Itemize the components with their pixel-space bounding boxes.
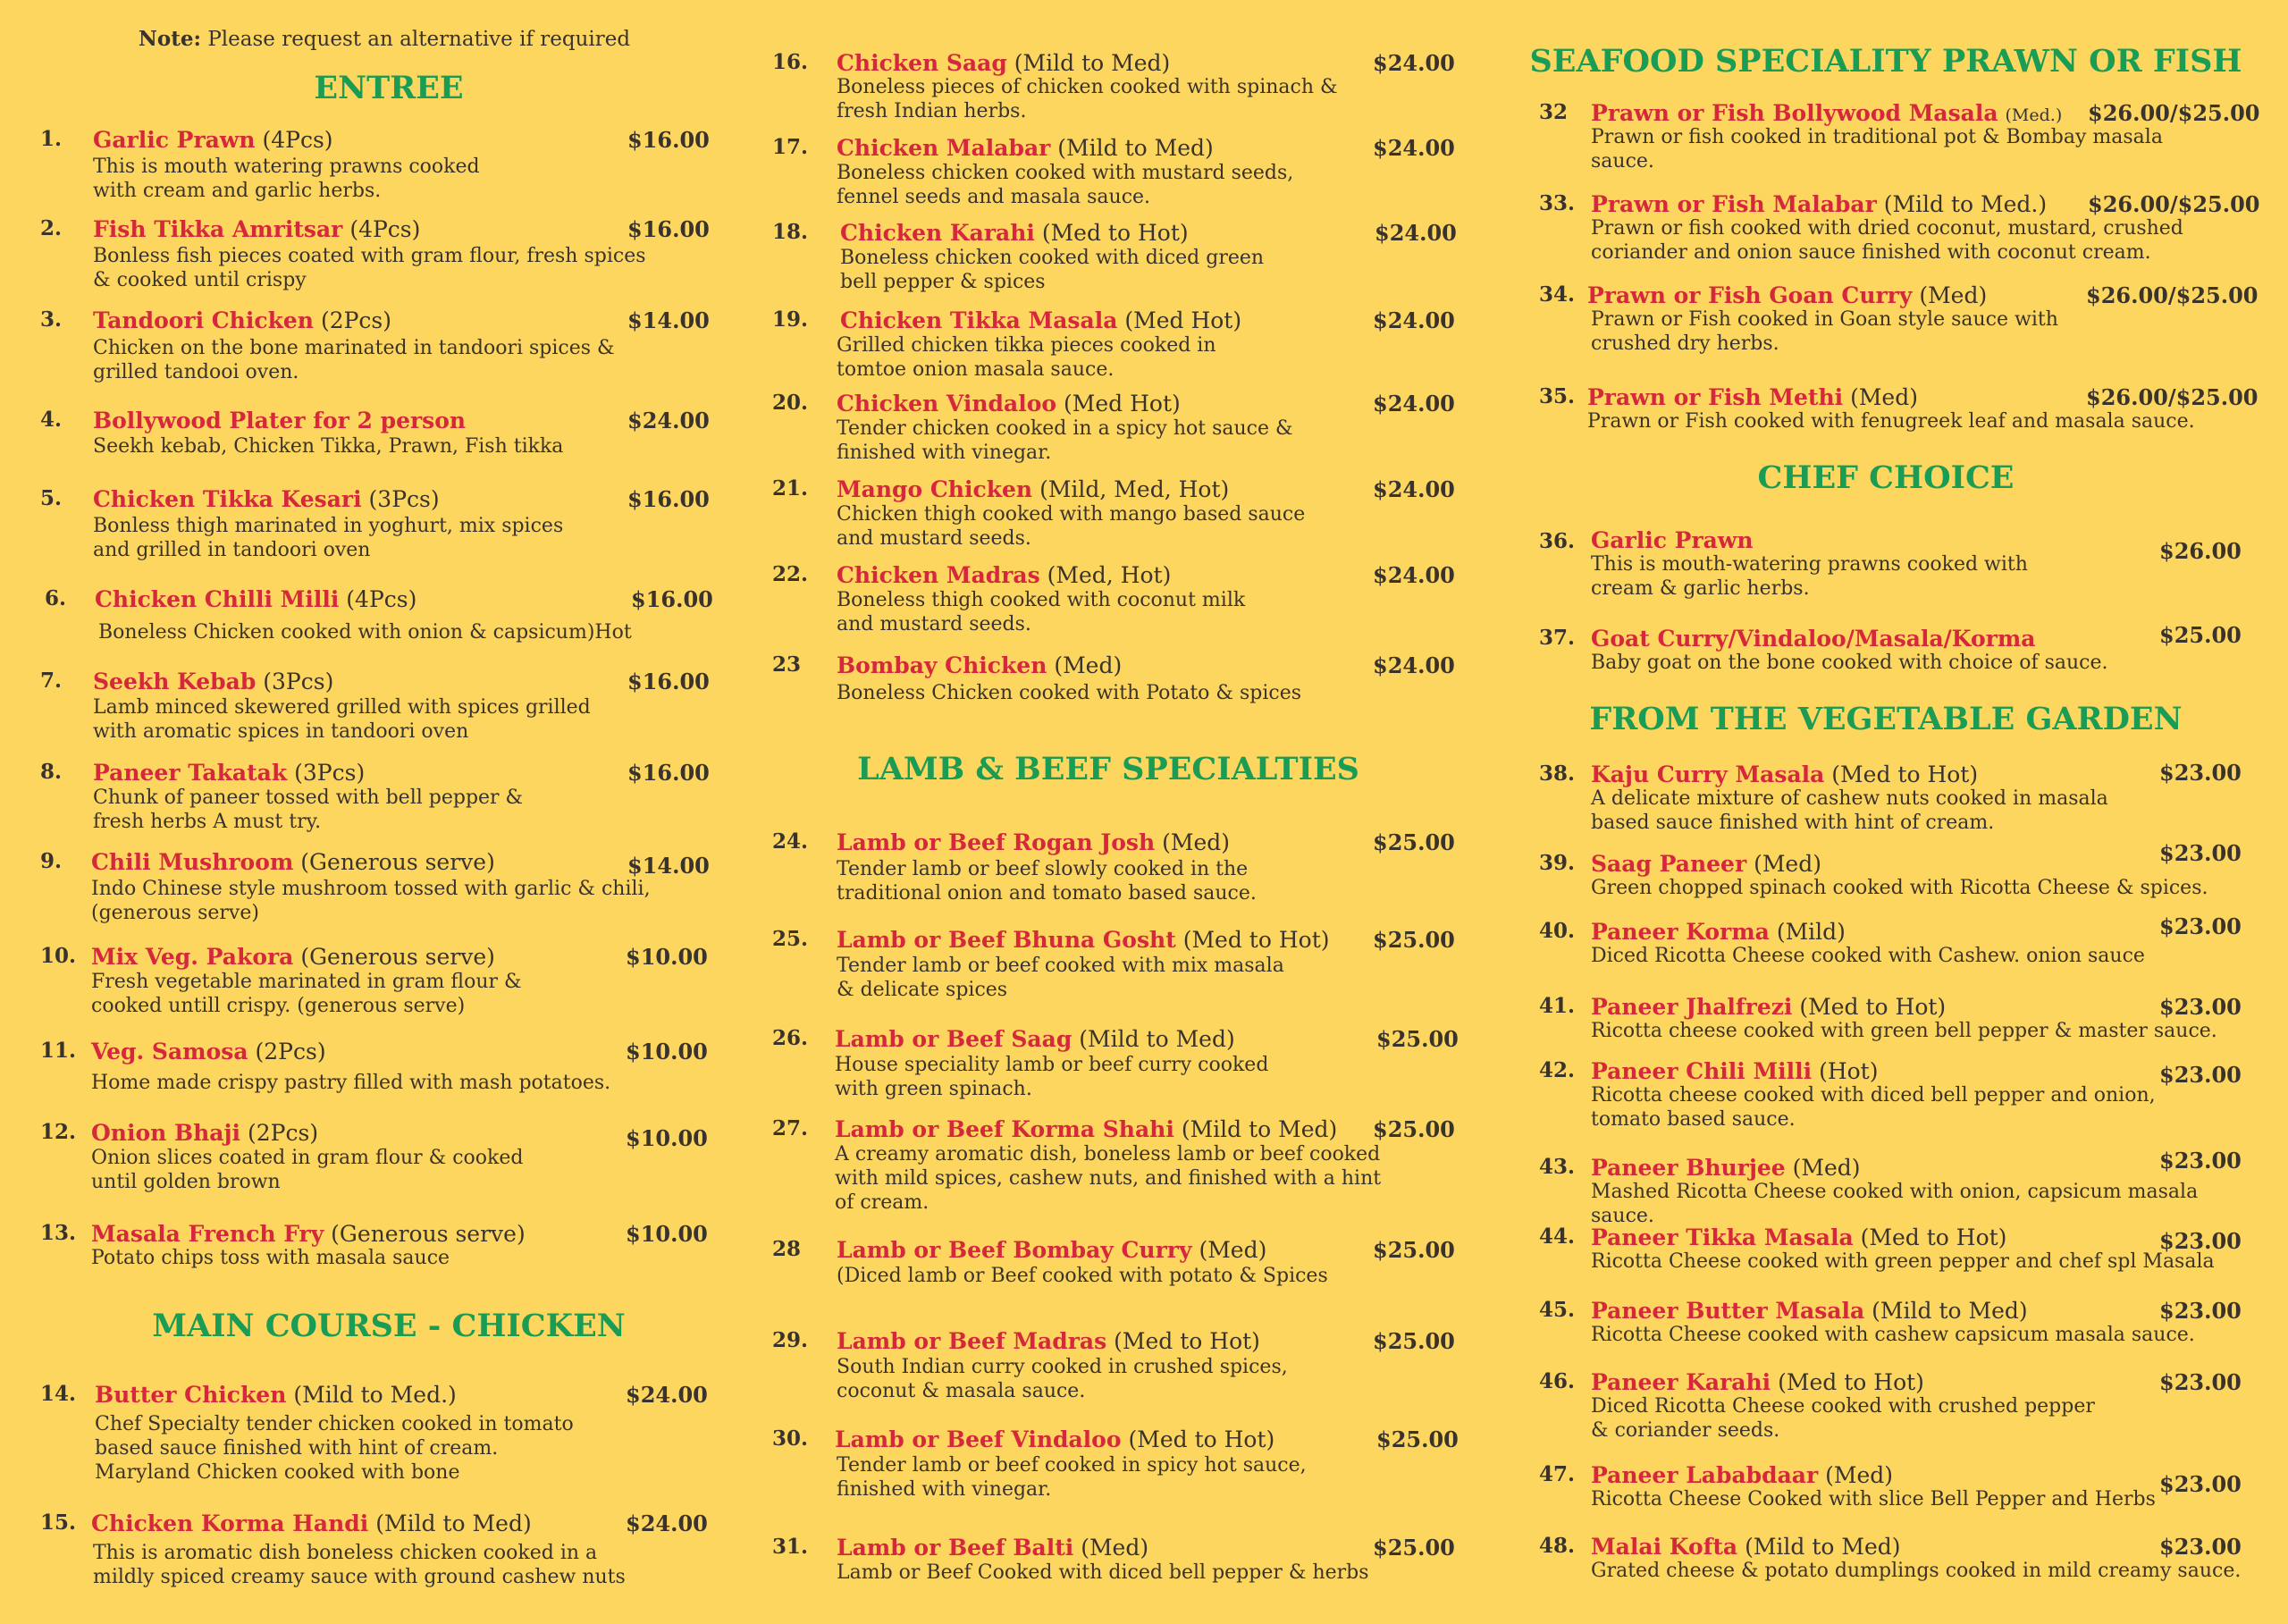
item-description: Boneless Chicken cooked with onion & capsicum)Hot	[98, 621, 632, 644]
item-name: Prawn or Fish Bollywood Masala	[1591, 100, 1998, 126]
item-price: $24.00	[1375, 220, 1457, 246]
item-number: 12.	[40, 1120, 77, 1144]
item-description: Tender lamb or beef slowly cooked in the traditional onion and tomato based sauce.	[837, 858, 1257, 905]
item-price: $16.00	[627, 486, 710, 512]
item-price: $23.00	[2159, 1228, 2242, 1254]
item-price: $16.00	[627, 669, 710, 694]
item-description: Lamb minced skewered grilled with spices grilled with aromatic spices in tandoori oven	[93, 696, 591, 743]
item-title	[1591, 100, 2062, 126]
item-qualifier: (4Pcs)	[346, 586, 417, 612]
item-price: $14.00	[627, 307, 710, 333]
item-price: $26.00/$25.00	[2088, 191, 2260, 217]
item-price: $10.00	[626, 1039, 708, 1064]
item-price: $24.00	[626, 1382, 708, 1408]
item-description: Tender lamb or beef cooked with mix masala & delicate spices	[837, 955, 1284, 1001]
item-qualifier: (Med Hot)	[1124, 307, 1242, 333]
item-number: 25.	[772, 927, 809, 951]
item-number: 10.	[40, 944, 77, 968]
item-number: 21.	[772, 476, 809, 501]
item-qualifier: (3Pcs)	[294, 760, 366, 786]
item-qualifier: (Mild, Med, Hot)	[1039, 476, 1230, 502]
heading-chef-choice: CHEF CHOICE	[1757, 459, 2015, 496]
item-title	[837, 927, 1330, 953]
item-number: 19.	[772, 307, 809, 332]
item-price: $10.00	[626, 1125, 708, 1151]
item-title	[1591, 1534, 1901, 1560]
item-number: 42.	[1539, 1058, 1576, 1082]
item-price: $25.00	[1376, 1426, 1459, 1452]
item-number: 39.	[1539, 851, 1576, 875]
item-title	[93, 760, 365, 786]
item-name: Chicken Vindaloo	[837, 391, 1057, 417]
item-title	[837, 1535, 1148, 1561]
item-name: Chicken Chilli Milli	[95, 586, 340, 612]
item-number: 13.	[40, 1221, 77, 1245]
item-title	[1591, 1298, 2028, 1324]
item-name: Saag Paneer	[1591, 851, 1747, 877]
item-qualifier: (Med)	[1162, 829, 1230, 855]
item-qualifier: (4Pcs)	[349, 216, 421, 242]
item-name: Malai Kofta	[1591, 1534, 1738, 1560]
item-qualifier: (Mild to Med.)	[293, 1382, 457, 1408]
item-title	[1591, 762, 1978, 787]
item-description: This is mouth watering prawns cooked with cream and garlic herbs.	[93, 156, 480, 202]
item-price: $16.00	[627, 760, 710, 786]
item-price: $23.00	[2159, 1369, 2242, 1395]
item-number: 33.	[1539, 191, 1576, 215]
item-number: 24.	[772, 829, 809, 854]
item-number: 2.	[40, 216, 63, 240]
item-qualifier: (2Pcs)	[248, 1120, 319, 1146]
item-title	[1591, 1462, 1893, 1488]
item-title	[91, 1510, 532, 1536]
item-name: Lamb or Beef Balti	[837, 1535, 1074, 1561]
item-price: $10.00	[626, 1221, 708, 1247]
item-price: $24.00	[626, 1510, 708, 1536]
item-name: Paneer Tikka Masala	[1591, 1224, 1854, 1250]
item-title	[1591, 1369, 1924, 1395]
item-number: 32	[1539, 100, 1569, 124]
item-price: $24.00	[1373, 307, 1455, 333]
item-title	[1591, 626, 2036, 652]
item-name: Chicken Saag	[837, 50, 1007, 76]
item-number: 20.	[772, 391, 809, 415]
item-name: Lamb or Beef Bhuna Gosht	[837, 927, 1176, 953]
item-number: 28	[772, 1237, 802, 1261]
item-qualifier: (Generous serve)	[300, 944, 495, 970]
item-description: Chicken thigh cooked with mango based sauce and mustard seeds.	[837, 503, 1306, 550]
item-description: Onion slices coated in gram flour & cooked until golden brown	[91, 1147, 524, 1193]
item-price: $25.00	[1373, 829, 1455, 855]
item-qualifier: (Med to Hot)	[1041, 220, 1189, 246]
item-name: Lamb or Beef Rogan Josh	[837, 829, 1156, 855]
item-price: $25.00	[1373, 1328, 1455, 1354]
item-name: Bombay Chicken	[837, 652, 1047, 678]
item-name: Lamb or Beef Saag	[835, 1026, 1072, 1052]
item-title	[91, 1120, 318, 1146]
item-price: $26.00/$25.00	[2086, 384, 2259, 410]
item-number: 23	[772, 652, 802, 677]
item-description: Mashed Ricotta Cheese cooked with onion, capsicum masala sauce.	[1591, 1181, 2199, 1227]
item-name: Bollywood Plater for 2 person	[93, 408, 467, 433]
item-number: 5.	[40, 486, 63, 510]
item-number: 27.	[772, 1116, 809, 1140]
item-name: Paneer Bhurjee	[1591, 1155, 1786, 1181]
item-price: $24.00	[627, 408, 710, 433]
item-number: 11.	[40, 1039, 77, 1063]
item-qualifier: (Med)	[1199, 1237, 1267, 1263]
item-name: Chicken Madras	[837, 562, 1040, 588]
item-number: 36.	[1539, 529, 1576, 553]
item-description: Ricotta Cheese cooked with green pepper and chef spl Masala	[1591, 1250, 2215, 1273]
item-description: South Indian curry cooked in crushed spices, coconut & masala sauce.	[837, 1356, 1288, 1402]
item-title	[1591, 1224, 2006, 1250]
item-number: 7.	[40, 669, 63, 693]
item-name: Paneer Chili Milli	[1591, 1058, 1813, 1084]
item-title	[837, 1237, 1266, 1263]
item-title	[95, 1382, 457, 1408]
item-title	[1591, 527, 1754, 553]
item-title	[835, 1426, 1274, 1452]
item-name: Prawn or Fish Methi	[1587, 384, 1844, 410]
item-description: Diced Ricotta Cheese cooked with crushed pepper & coriander seeds.	[1591, 1395, 2095, 1442]
item-name: Prawn or Fish Goan Curry	[1587, 282, 1913, 308]
item-description: Lamb or Beef Cooked with diced bell pepper & herbs	[837, 1561, 1369, 1584]
item-name: Fish Tikka Amritsar	[93, 216, 343, 242]
item-name: Chicken Tikka Kesari	[93, 486, 362, 512]
item-number: 44.	[1539, 1224, 1576, 1249]
item-description: Boneless Chicken cooked with Potato & spices	[837, 682, 1302, 704]
item-qualifier: (Med.)	[2005, 105, 2063, 125]
item-qualifier: (Mild to Med)	[1057, 135, 1214, 161]
item-name: Paneer Korma	[1591, 919, 1770, 945]
item-qualifier: (2Pcs)	[320, 307, 392, 333]
item-title	[1587, 384, 1918, 410]
item-name: Paneer Lababdaar	[1591, 1462, 1819, 1488]
item-price: $25.00	[1373, 927, 1455, 953]
item-number: 43.	[1539, 1155, 1576, 1179]
item-title	[1591, 851, 1821, 877]
item-price: $25.00	[1373, 1237, 1455, 1263]
item-qualifier: (Med)	[1754, 851, 1821, 877]
item-qualifier: (Med to Hot)	[1778, 1369, 1924, 1395]
item-number: 3.	[40, 307, 63, 332]
item-name: Paneer Jhalfrezi	[1591, 994, 1793, 1020]
item-description: Grilled chicken tikka pieces cooked in tomtoe onion masala sauce.	[837, 334, 1216, 381]
item-number: 26.	[772, 1026, 809, 1050]
item-title	[837, 1328, 1260, 1354]
item-title	[837, 652, 1122, 678]
item-number: 14.	[40, 1382, 77, 1406]
item-qualifier: (Med)	[1081, 1535, 1149, 1561]
item-description: Boneless chicken cooked with mustard seeds, fennel seeds and masala sauce.	[837, 162, 1294, 208]
item-description: Ricotta Cheese Cooked with slice Bell Pepper and Herbs	[1591, 1488, 2156, 1510]
item-qualifier: (Generous serve)	[300, 849, 495, 875]
item-name: Paneer Butter Masala	[1591, 1298, 1865, 1324]
heading-main-chicken: MAIN COURSE - CHICKEN	[152, 1308, 626, 1344]
item-number: 48.	[1539, 1534, 1576, 1558]
item-name: Prawn or Fish Malabar	[1591, 191, 1877, 217]
item-title	[93, 486, 440, 512]
heading-entree: ENTREE	[314, 70, 464, 106]
item-description: Boneless chicken cooked with diced green bell pepper & spices	[840, 247, 1265, 293]
item-title	[91, 1221, 526, 1247]
item-name: Tandoori Chicken	[93, 307, 314, 333]
item-title	[93, 216, 420, 242]
item-description: Boneless thigh cooked with coconut milk and mustard seeds.	[837, 589, 1246, 635]
note	[0, 27, 769, 51]
note-label: Note:	[138, 27, 201, 51]
item-qualifier: (4Pcs)	[262, 127, 333, 153]
item-name: Veg. Samosa	[91, 1039, 248, 1064]
item-title	[840, 220, 1189, 246]
item-price: $23.00	[2159, 1534, 2242, 1560]
item-title	[1591, 1058, 1878, 1084]
item-price: $16.00	[631, 586, 713, 612]
item-number: 47.	[1539, 1462, 1576, 1486]
item-price: $24.00	[1373, 50, 1455, 76]
item-price: $10.00	[626, 944, 708, 970]
item-description: Home made crispy pastry filled with mash potatoes.	[91, 1072, 611, 1094]
item-qualifier: (Med Hot)	[1064, 391, 1181, 417]
item-title	[93, 127, 333, 153]
item-qualifier: (Mild to Med)	[1181, 1116, 1338, 1142]
item-number: 9.	[40, 849, 63, 873]
note-text: Please request an alternative if required	[207, 28, 631, 51]
item-description: Prawn or Fish cooked with fenugreek leaf and masala sauce.	[1587, 410, 2195, 433]
item-name: Lamb or Beef Bombay Curry	[837, 1237, 1192, 1263]
item-description: Bonless fish pieces coated with gram flour, fresh spices & cooked until crispy	[93, 245, 646, 291]
item-description: Green chopped spinach cooked with Ricotta Cheese & spices.	[1591, 877, 2208, 899]
item-price: $23.00	[2159, 1471, 2242, 1497]
item-qualifier: (Med to Hot)	[1860, 1224, 2007, 1250]
item-price: $23.00	[2159, 1298, 2242, 1324]
item-title	[1587, 282, 1987, 308]
item-name: Garlic Prawn	[1591, 527, 1754, 553]
item-number: 6.	[45, 586, 67, 610]
item-description: Potato chips toss with masala sauce	[91, 1247, 450, 1269]
item-number: 22.	[772, 562, 809, 586]
item-description: Chicken on the bone marinated in tandoori spices & grilled tandooi oven.	[93, 337, 615, 383]
heading-lamb-beef: LAMB & BEEF SPECIALTIES	[857, 751, 1359, 787]
item-title	[837, 50, 1170, 76]
item-description: Prawn or fish cooked with dried coconut, mustard, crushed coriander and onion sauce finished with coconut cream.	[1591, 217, 2183, 264]
item-qualifier: (Generous serve)	[331, 1221, 526, 1247]
item-title	[91, 849, 495, 875]
item-price: $16.00	[627, 216, 710, 242]
item-title	[93, 307, 391, 333]
item-qualifier: (Mild to Med)	[1079, 1026, 1235, 1052]
item-number: 40.	[1539, 919, 1576, 943]
item-number: 37.	[1539, 626, 1576, 650]
item-qualifier: (Mild to Med)	[1745, 1534, 1901, 1560]
item-description: Chunk of paneer tossed with bell pepper & fresh herbs A must try.	[93, 787, 524, 833]
item-qualifier: (Mild to Med.)	[1883, 191, 2048, 217]
item-name: Chicken Korma Handi	[91, 1510, 369, 1536]
item-qualifier: (Med to Hot)	[1128, 1426, 1275, 1452]
item-description: Bonless thigh marinated in yoghurt, mix spices and grilled in tandoori oven	[93, 515, 564, 561]
item-name: Mix Veg. Pakora	[91, 944, 294, 970]
item-qualifier: (Mild to Med)	[1014, 50, 1171, 76]
item-qualifier: (Med to Hot)	[1182, 927, 1330, 953]
item-title	[840, 307, 1241, 333]
item-qualifier: (3Pcs)	[263, 669, 334, 694]
item-name: Chicken Karahi	[840, 220, 1035, 246]
item-qualifier: (Med to Hot)	[1114, 1328, 1260, 1354]
item-description: (Diced lamb or Beef cooked with potato & Spices	[837, 1265, 1328, 1287]
item-title	[1591, 919, 1846, 945]
item-description: Prawn or fish cooked in traditional pot & Bombay masala sauce.	[1591, 126, 2163, 172]
item-price: $16.00	[627, 127, 710, 153]
item-description: Seekh kebab, Chicken Tikka, Prawn, Fish tikka	[93, 435, 564, 458]
item-title	[1591, 994, 1946, 1020]
item-price: $24.00	[1373, 391, 1455, 417]
item-description: Baby goat on the bone cooked with choice of sauce.	[1591, 652, 2108, 674]
item-price: $14.00	[627, 853, 710, 879]
item-number: 1.	[40, 127, 63, 151]
item-price: $23.00	[2159, 840, 2242, 866]
item-price: $23.00	[2159, 1148, 2242, 1174]
item-number: 46.	[1539, 1369, 1576, 1393]
item-description: Prawn or Fish cooked in Goan style sauce with crushed dry herbs.	[1591, 308, 2058, 355]
item-price: $24.00	[1373, 476, 1455, 502]
item-price: $26.00/$25.00	[2088, 100, 2260, 126]
item-title	[837, 562, 1171, 588]
item-price: $24.00	[1373, 652, 1455, 678]
item-number: 29.	[772, 1328, 809, 1352]
heading-vegetable: FROM THE VEGETABLE GARDEN	[1589, 701, 2183, 737]
item-qualifier: (Med)	[1792, 1155, 1861, 1181]
heading-seafood: SEAFOOD SPECIALITY PRAWN OR FISH	[1529, 43, 2242, 80]
item-qualifier: (Med)	[1054, 652, 1123, 678]
item-price: $24.00	[1373, 562, 1455, 588]
item-name: Chicken Malabar	[837, 135, 1051, 161]
item-qualifier: (Hot)	[1819, 1058, 1879, 1084]
item-name: Onion Bhaji	[91, 1120, 241, 1146]
item-description: A creamy aromatic dish, boneless lamb or beef cooked with mild spices, cashew nuts, and finished with a hint of cream.	[835, 1143, 1382, 1214]
item-title	[837, 829, 1230, 855]
item-number: 31.	[772, 1535, 809, 1559]
item-name: Paneer Takatak	[93, 760, 288, 786]
item-number: 35.	[1539, 384, 1576, 408]
item-qualifier: (Mild)	[1776, 919, 1846, 945]
item-price: $26.00	[2159, 538, 2242, 564]
item-qualifier: (Mild to Med)	[1872, 1298, 2028, 1324]
item-description: Tender lamb or beef cooked in spicy hot sauce, finished with vinegar.	[837, 1454, 1307, 1501]
item-qualifier: (Med)	[1919, 282, 1988, 308]
item-description: Indo Chinese style mushroom tossed with garlic & chili, (generous serve)	[91, 878, 651, 924]
item-name: Lamb or Beef Vindaloo	[835, 1426, 1122, 1452]
item-title	[93, 669, 333, 694]
item-description: Ricotta cheese cooked with green bell pepper & master sauce.	[1591, 1020, 2217, 1042]
item-number: 41.	[1539, 994, 1576, 1018]
item-title	[93, 408, 466, 433]
item-description: Fresh vegetable marinated in gram flour & cooked untill crispy. (generous serve)	[91, 971, 522, 1017]
item-price: $25.00	[1373, 1116, 1455, 1142]
item-name: Chicken Tikka Masala	[840, 307, 1118, 333]
item-description: Chef Specialty tender chicken cooked in tomato based sauce finished with hint of cream. Maryland Chicken cooked with bone	[95, 1413, 574, 1484]
item-number: 38.	[1539, 762, 1576, 786]
item-title	[835, 1116, 1337, 1142]
item-description: A delicate mixture of cashew nuts cooked in masala based sauce finished with hint of cream.	[1591, 787, 2108, 834]
item-name: Goat Curry/Vindaloo/Masala/Korma	[1591, 626, 2036, 652]
item-title	[837, 135, 1214, 161]
item-title	[91, 1039, 326, 1064]
item-title	[837, 391, 1181, 417]
item-title	[835, 1026, 1235, 1052]
item-title	[1591, 1155, 1861, 1181]
item-qualifier: (Med to Hot)	[1831, 762, 1979, 787]
item-name: Chili Mushroom	[91, 849, 294, 875]
item-description: Ricotta Cheese cooked with cashew capsicum masala sauce.	[1591, 1324, 2195, 1346]
item-description: Tender chicken cooked in a spicy hot sauce & finished with vinegar.	[837, 417, 1293, 464]
item-qualifier: (3Pcs)	[368, 486, 440, 512]
item-number: 18.	[772, 220, 809, 244]
item-description: This is aromatic dish boneless chicken cooked in a mildly spiced creamy sauce with ground cashew nuts	[93, 1542, 626, 1588]
item-description: House speciality lamb or beef curry cooked with green spinach.	[835, 1054, 1269, 1100]
item-name: Lamb or Beef Korma Shahi	[835, 1116, 1174, 1142]
item-qualifier: (Med)	[1825, 1462, 1894, 1488]
item-title	[837, 476, 1229, 502]
item-qualifier: (Mild to Med)	[375, 1510, 532, 1536]
item-description: This is mouth-watering prawns cooked with cream & garlic herbs.	[1591, 553, 2028, 600]
item-number: 4.	[40, 408, 63, 432]
item-price: $23.00	[2159, 994, 2242, 1020]
item-name: Kaju Curry Masala	[1591, 762, 1825, 787]
item-description: Grated cheese & potato dumplings cooked in mild creamy sauce.	[1591, 1560, 2242, 1582]
item-number: 8.	[40, 760, 63, 784]
item-price: $25.00	[1373, 1535, 1455, 1561]
item-number: 16.	[772, 50, 809, 74]
item-price: $24.00	[1373, 135, 1455, 161]
item-description: Ricotta cheese cooked with diced bell pepper and onion, tomato based sauce.	[1591, 1084, 2156, 1131]
item-number: 34.	[1539, 282, 1576, 307]
item-number: 45.	[1539, 1298, 1576, 1322]
item-qualifier: (Med, Hot)	[1047, 562, 1172, 588]
item-name: Mango Chicken	[837, 476, 1033, 502]
item-price: $25.00	[2159, 622, 2242, 648]
item-number: 17.	[772, 135, 809, 159]
item-name: Butter Chicken	[95, 1382, 287, 1408]
item-name: Masala French Fry	[91, 1221, 324, 1247]
item-name: Seekh Kebab	[93, 669, 257, 694]
item-number: 30.	[772, 1426, 809, 1451]
item-title	[1591, 191, 2047, 217]
item-number: 15.	[40, 1510, 77, 1535]
item-name: Lamb or Beef Madras	[837, 1328, 1107, 1354]
item-price: $26.00/$25.00	[2086, 282, 2259, 308]
item-title	[91, 944, 495, 970]
item-description: Boneless pieces of chicken cooked with spinach & fresh Indian herbs.	[837, 76, 1338, 122]
item-qualifier: (Med)	[1850, 384, 1918, 410]
item-price: $23.00	[2159, 913, 2242, 939]
item-qualifier: (Med to Hot)	[1799, 994, 1947, 1020]
item-title	[95, 586, 416, 612]
item-description: Diced Ricotta Cheese cooked with Cashew. onion sauce	[1591, 945, 2145, 967]
item-price: $23.00	[2159, 760, 2242, 786]
item-name: Garlic Prawn	[93, 127, 256, 153]
item-price: $23.00	[2159, 1062, 2242, 1088]
item-price: $25.00	[1376, 1026, 1459, 1052]
item-name: Paneer Karahi	[1591, 1369, 1771, 1395]
item-qualifier: (2Pcs)	[255, 1039, 326, 1064]
